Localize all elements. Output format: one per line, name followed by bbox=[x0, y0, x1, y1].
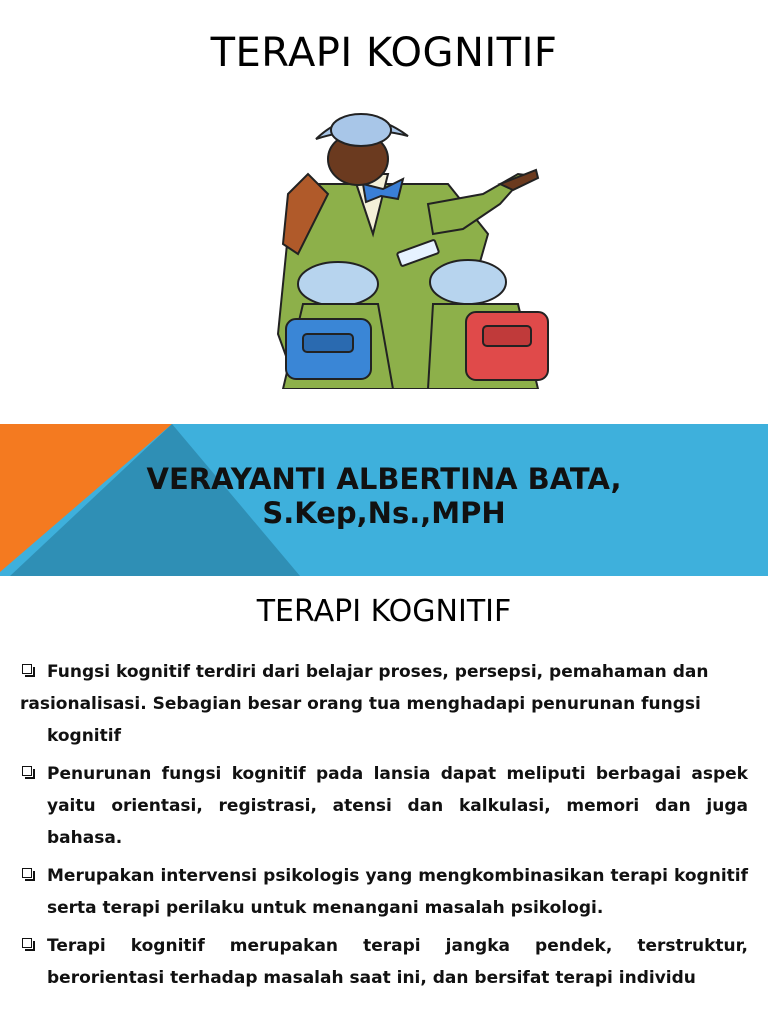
author-name-line-1: VERAYANTI ALBERTINA BATA, bbox=[146, 462, 622, 496]
author-name bbox=[0, 462, 768, 530]
checkbox-square-icon bbox=[22, 664, 32, 674]
bullet-item bbox=[20, 656, 748, 752]
bullet-text-rest: kognitif bbox=[47, 726, 121, 746]
author-banner bbox=[0, 424, 768, 576]
bullet-list bbox=[20, 656, 748, 1000]
bullet-item bbox=[20, 758, 748, 854]
checkbox-square-icon bbox=[22, 868, 32, 878]
teacher-with-students-clipart-icon bbox=[268, 104, 558, 389]
slide-2-title: TERAPI KOGNITIF bbox=[256, 594, 512, 629]
bullet-item bbox=[20, 860, 748, 924]
bullet-text: Penurunan fungsi kognitif pada lansia dapat meliputi berbagai aspek yaitu orientasi, registrasi, atensi dan kalkulasi, memori dan juga bahasa. bbox=[47, 764, 748, 848]
bullet-text-hanging: rasionalisasi. Sebagian besar orang tua menghadapi penurunan fungsi bbox=[20, 694, 701, 714]
bullet-text: Terapi kognitif merupakan terapi jangka pendek, terstruktur, berorientasi terhadap masalah saat ini, dan bersifat terapi individu bbox=[47, 936, 748, 988]
checkbox-square-icon bbox=[22, 938, 32, 948]
author-credentials: S.Kep,Ns.,MPH bbox=[262, 496, 506, 530]
bullet-text: Fungsi kognitif terdiri dari belajar proses, persepsi, pemahaman dan bbox=[47, 662, 709, 682]
bullet-text: Merupakan intervensi psikologis yang mengkombinasikan terapi kognitif serta terapi perilaku untuk menangani masalah psikologi. bbox=[47, 866, 748, 918]
slide-title: TERAPI KOGNITIF bbox=[210, 30, 558, 76]
checkbox-square-icon bbox=[22, 766, 32, 776]
bullet-item bbox=[20, 930, 748, 994]
